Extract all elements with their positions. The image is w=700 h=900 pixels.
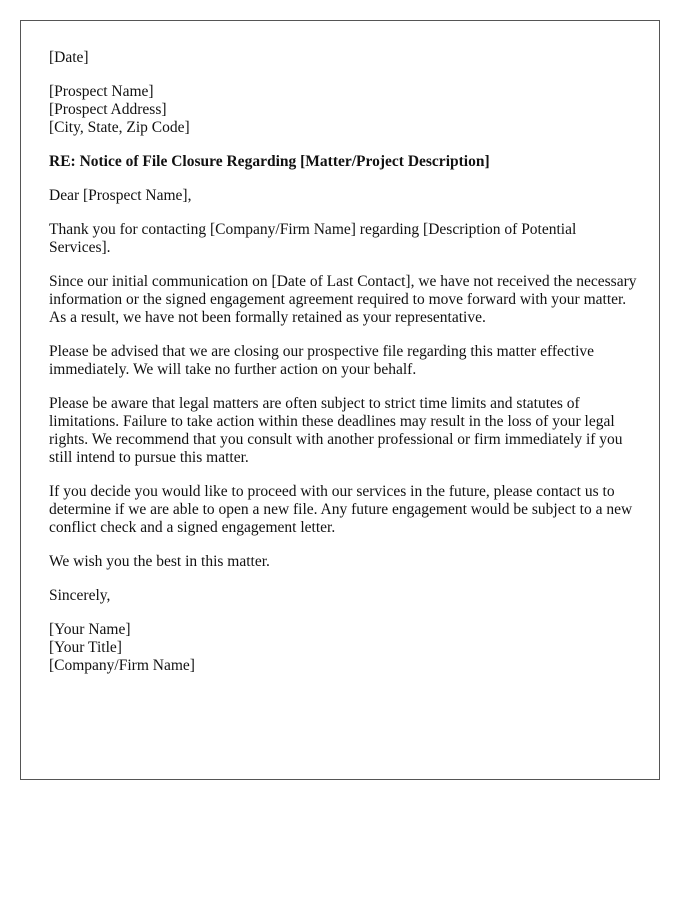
signature-block [49, 621, 639, 675]
paragraph-time-limits: Please be aware that legal matters are often subject to strict time limits and statutes of limitations. Failure to take action within these deadlines may result in the loss of your legal rights. We recommend that you consult with another professional or firm immediately if you still intend to pursue this matter. [49, 395, 623, 466]
recipient-city-state-zip: [City, State, Zip Code] [49, 119, 190, 136]
recipient-address: [Prospect Address] [49, 101, 167, 118]
letter-subject: RE: Notice of File Closure Regarding [Matter/Project Description] [49, 153, 490, 170]
signature-company: [Company/Firm Name] [49, 657, 195, 674]
letter-salutation: Dear [Prospect Name], [49, 187, 192, 204]
paragraph-best-wishes: We wish you the best in this matter. [49, 553, 270, 570]
paragraph-file-closure: Please be advised that we are closing our prospective file regarding this matter effective immediately. We will take no further action on your behalf. [49, 343, 595, 378]
recipient-name: [Prospect Name] [49, 83, 154, 100]
letter-body [49, 49, 639, 691]
paragraph-no-retention: Since our initial communication on [Date of Last Contact], we have not received the necessary information or the signed engagement agreement required to move forward with your matter. As a result, we have not been formally retained as your representative. [49, 273, 637, 326]
paragraph-future-engagement: If you decide you would like to proceed with our services in the future, please contact us to determine if we are able to open a new file. Any future engagement would be subject to a new conflict check and a signed engagement letter. [49, 483, 633, 536]
letter-page [20, 20, 660, 780]
signature-title: [Your Title] [49, 639, 122, 656]
letter-date: [Date] [49, 49, 89, 66]
paragraph-intro: Thank you for contacting [Company/Firm Name] regarding [Description of Potential Services]. [49, 221, 577, 256]
signature-name: [Your Name] [49, 621, 131, 638]
letter-closing: Sincerely, [49, 587, 111, 604]
recipient-block [49, 83, 639, 137]
